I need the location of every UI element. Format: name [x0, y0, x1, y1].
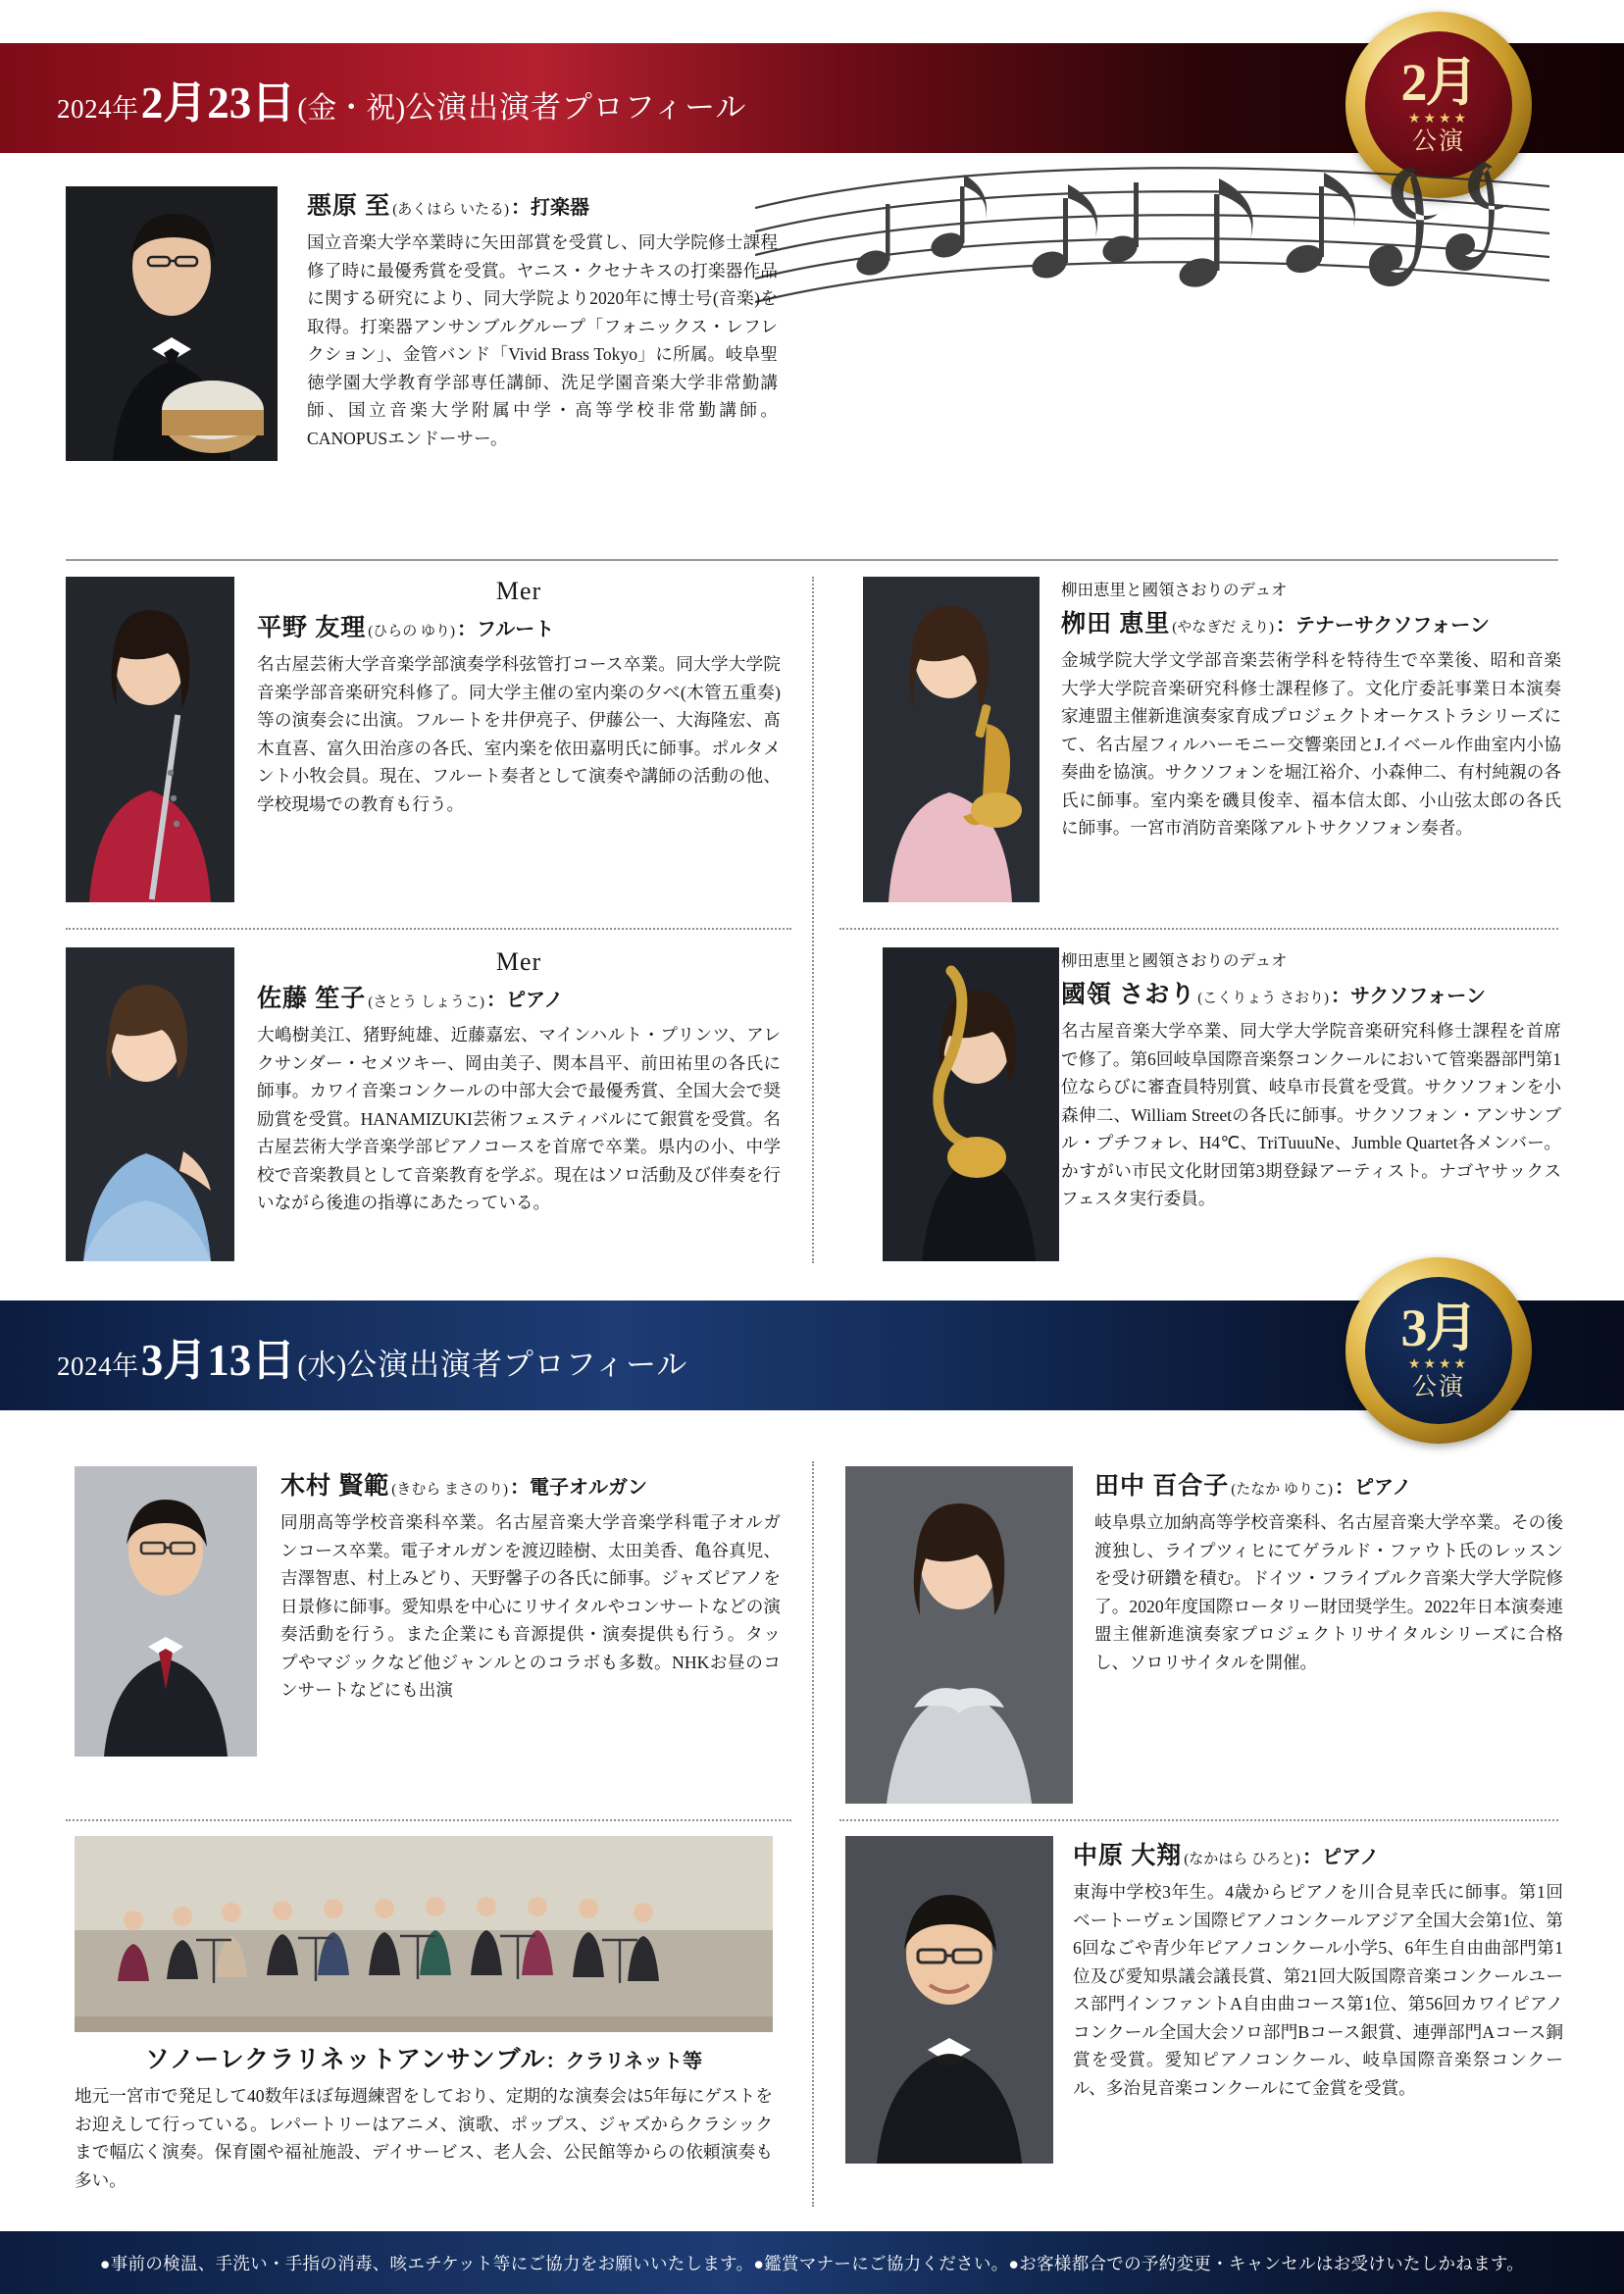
- performer-instrument: ：サクソフォーン: [1331, 986, 1486, 1007]
- performer-name: 栁田 恵里: [1061, 611, 1171, 637]
- profile-tanaka: [1094, 1466, 1563, 1676]
- performer-name: 平野 友理: [257, 615, 367, 641]
- march-year: 2024年: [57, 1351, 139, 1381]
- portrait-yanagida-illustration: [863, 577, 1040, 902]
- name-row-hirano: [257, 608, 781, 643]
- portrait-akuhara-illustration: [66, 186, 278, 461]
- performer-kana: (あくはら いたる): [392, 202, 510, 218]
- profile-sato: [257, 947, 781, 1217]
- performer-instrument: ：電子オルガン: [510, 1477, 648, 1499]
- february-date: 2月23日: [140, 77, 296, 127]
- divider-mar-dotted-right: [839, 1819, 1558, 1821]
- name-row-yanagida: [1061, 604, 1561, 639]
- profile-kimura: [280, 1466, 781, 1705]
- name-row-kimura: [280, 1466, 781, 1502]
- march-medallion-month: 3月: [1400, 1299, 1477, 1357]
- photo-tanaka: [845, 1466, 1073, 1804]
- portrait-nakahara-illustration: [845, 1836, 1053, 2164]
- name-row-nakahara: [1073, 1836, 1563, 1871]
- footer-notes-text: ●事前の検温、手洗い・手指の消毒、咳エチケット等にご協力をお願いいたします。●鑑賞マナーにご協力ください。●お客様都合での予約変更・キャンセルはお受けいたしかねます。: [99, 2253, 1525, 2273]
- march-header-tail: 公演出演者プロフィール: [346, 1347, 688, 1382]
- footer-notes-band: [0, 2231, 1624, 2294]
- name-row-tanaka: [1094, 1466, 1563, 1502]
- performer-name: ソノーレクラリネットアンサンブル: [144, 2047, 546, 2073]
- performer-instrument: ：クラリネット等: [545, 2051, 703, 2072]
- performer-name: 悪原 至: [307, 193, 391, 220]
- march-weekday: (水): [297, 1349, 347, 1382]
- performer-instrument: ：ピアノ: [1335, 1477, 1412, 1499]
- divider-mar-vertical: [812, 1461, 814, 2207]
- february-weekday: (金・祝): [297, 91, 406, 125]
- divider-feb-vertical: [812, 577, 814, 1263]
- photo-kimura: [75, 1466, 257, 1757]
- photo-kokuryo: [883, 947, 1059, 1261]
- performer-instrument: ：ピアノ: [486, 990, 564, 1011]
- group-name-mer-2: Mer: [495, 947, 542, 976]
- profile-nakahara: [1073, 1836, 1563, 2102]
- performer-name: 木村 賢範: [280, 1473, 390, 1500]
- group-name-mer-1: Mer: [495, 577, 542, 605]
- february-medallion-label: 公演: [1411, 128, 1465, 155]
- divider-mar-dotted-left: [66, 1819, 791, 1821]
- name-row-kokuryo: [1061, 975, 1561, 1010]
- divider-feb-dotted-right: [839, 928, 1558, 930]
- performer-bio: 東海中学校3年生。4歳からピアノを川合見幸氏に師事。第1回ベートーヴェン国際ピアノコンクールアジア全国大会第1位、第6回なごや青少年ピアノコンクール小学5、6年生自由曲部門第1位及び愛知県議会議長賞、第21回大阪国際音楽コンクールユース部門インファントA自由曲コース第1位、第56回カワイピアノコンクール全国大会ソロ部門Bコース銀賞、連弾部門Aコース銅賞を受賞。愛知ピアノコンクール、岐阜国際音楽祭コンクール、多治見音楽コンクールにて金賞を受賞。: [1073, 1882, 1563, 2098]
- performer-bio: 名古屋音楽大学卒業、同大学大学院音楽研究科修士課程を首席で修了。第6回岐阜国際音楽祭コンクールにおいて管楽器部門第1位ならびに審査員特別賞、岐阜市長賞を受賞。サクソフォンを小森伸二、William Streetの各氏に師事。サクソフォン・アンサンブル・プチフォレ、H4℃、TriTuuuNe、Jumble Quartet各メンバー。かすがい市民文化財団第3期登録アーティスト。ナゴヤサックスフェスタ実行委員。: [1061, 1021, 1561, 1208]
- profile-ensemble: [75, 2040, 773, 2194]
- duo-label-1: 柳田恵里と國領さおりのデュオ: [1061, 581, 1288, 599]
- performer-name: 田中 百合子: [1094, 1473, 1230, 1500]
- performer-kana: (たなか ゆりこ): [1231, 1482, 1334, 1498]
- name-row-ensemble: [75, 2040, 773, 2075]
- name-row-akuhara: [307, 186, 778, 222]
- march-medallion: [1345, 1257, 1532, 1444]
- february-year: 2024年: [57, 93, 139, 124]
- divider-feb-dotted-left: [66, 928, 791, 930]
- photo-yanagida: [863, 577, 1040, 902]
- performer-kana: (ひらの ゆり): [368, 624, 456, 639]
- profile-hirano: [257, 577, 781, 818]
- photo-ensemble: [75, 1836, 773, 2032]
- march-medallion-stars: ★★★★: [1407, 1357, 1470, 1372]
- performer-name: 佐藤 笙子: [257, 986, 367, 1012]
- february-medallion-month: 2月: [1400, 53, 1477, 112]
- profile-kokuryo: [1061, 947, 1561, 1213]
- performer-bio: 大嶋樹美江、猪野純雄、近藤嘉宏、マインハルト・プリンツ、アレクサンダー・セメツキー、岡由美子、関本昌平、前田祐里の各氏に師事。カワイ音楽コンクールの中部大会で最優秀賞、全国大会で奨励賞を受賞。HANAMIZUKI芸術フェスティバルにて銀賞を受賞。名古屋芸術大学音楽学部ピアノコースを首席で卒業。県内の小、中学校で音楽教員として音楽教育を学ぶ。現在はソロ活動及び伴奏を行いながら後進の指導にあたっている。: [257, 1025, 781, 1212]
- performer-instrument: ：フルート: [457, 619, 555, 640]
- portrait-tanaka-illustration: [845, 1466, 1073, 1804]
- profile-yanagida: [1061, 577, 1561, 842]
- performer-bio: 名古屋芸術大学音楽学部演奏学科弦管打コース卒業。同大学大学院音楽学部音楽研究科修了。同大学主催の室内楽の夕べ(木管五重奏)等の演奏会に出演。フルートを井伊亮子、伊藤公一、大海隆宏、髙木直喜、富久田治彦の各氏、室内楽を依田嘉明氏に師事。ポルタメント小牧会員。現在、フルート奏者として演奏や講師の活動の他、学校現場での教育も行う。: [257, 654, 781, 814]
- photo-akuhara: [66, 186, 278, 461]
- performer-kana: (きむら まさのり): [391, 1482, 509, 1498]
- divider-feb-1: [66, 559, 1558, 561]
- performer-kana: (さとう しょうこ): [368, 994, 485, 1010]
- duo-label-2: 柳田恵里と國領さおりのデュオ: [1061, 951, 1288, 970]
- photo-sato: [66, 947, 234, 1261]
- profile-akuhara: [307, 186, 778, 452]
- performer-kana: (やなぎだ えり): [1172, 620, 1275, 636]
- ensemble-photo-illustration: [75, 1836, 773, 2032]
- march-header-text: [0, 1324, 687, 1388]
- name-row-sato: [257, 979, 781, 1014]
- performer-bio: 同朋高等学校音楽科卒業。名古屋音楽大学音楽学科電子オルガンコース卒業。電子オルガンを渡辺睦樹、太田美香、亀谷真児、吉澤智恵、村上みどり、天野馨子の各氏に師事。ジャズピアノを日景修に師事。愛知県を中心にリサイタルやコンサートなどの演奏活動を行う。また企業にも音源提供・演奏提供も行う。タップやマジックなど他ジャンルとのコラボも多数。NHKお昼のコンサートなどにも出演: [280, 1512, 781, 1700]
- performer-name: 中原 大翔: [1073, 1843, 1183, 1869]
- performer-bio: 岐阜県立加納高等学校音楽科、名古屋音楽大学卒業。その後渡独し、ライプツィヒにてゲラルド・ファウト氏のレッスンを受け研鑽を積む。ドイツ・フライブルク音楽大学大学院修了。2020年度国際ロータリー財団奨学生。2022年日本演奏連盟主催新進演奏家プロジェクトリサイタルシリーズに合格し、ソロリサイタルを開催。: [1094, 1512, 1563, 1672]
- february-header-tail: 公演出演者プロフィール: [405, 89, 747, 125]
- performer-bio: 国立音楽大学卒業時に矢田部賞を受賞し、同大学院修士課程修了時に最優秀賞を受賞。ヤニス・クセナキスの打楽器作品に関する研究により、同大学院より2020年に博士号(音楽)を取得。打楽器アンサンブルグループ「フォニックス・レフレクション」、金管バンド「Vivid Brass Tokyo」に所属。岐阜聖徳学園大学教育学部専任講師、洗足学園音楽大学非常勤講師、国立音楽大学附属中学・高等学校非常勤講師。CANOPUSエンドーサー。: [307, 232, 778, 448]
- photo-hirano: [66, 577, 234, 902]
- music-staff-decoration: [755, 147, 1549, 392]
- performer-instrument: ：テナーサクソフォーン: [1276, 615, 1490, 637]
- portrait-hirano-illustration: [66, 577, 234, 902]
- performer-bio: 地元一宮市で発足して40数年ほぼ毎週練習をしており、定期的な演奏会は5年毎にゲストをお迎えして行っている。レパートリーはアニメ、演歌、ポップス、ジャズからクラシックまで幅広く演奏。保育園や福祉施設、デイサービス、老人会、公民館等からの依頼演奏も多い。: [75, 2086, 773, 2190]
- performer-kana: (なかはら ひろと): [1184, 1852, 1301, 1867]
- march-date: 3月13日: [140, 1335, 296, 1385]
- portrait-sato-illustration: [66, 947, 234, 1261]
- portrait-kimura-illustration: [75, 1466, 257, 1757]
- performer-name: 國領 さおり: [1061, 982, 1196, 1008]
- february-medallion-stars: ★★★★: [1407, 112, 1470, 127]
- photo-nakahara: [845, 1836, 1053, 2164]
- performer-instrument: ：ピアノ: [1302, 1847, 1380, 1868]
- portrait-kokuryo-illustration: [883, 947, 1059, 1261]
- performer-instrument: ：打楽器: [511, 197, 590, 219]
- performer-kana: (こくりょう さおり): [1197, 991, 1330, 1006]
- march-medallion-label: 公演: [1411, 1374, 1465, 1401]
- february-header-text: [0, 67, 746, 130]
- performer-bio: 金城学院大学文学部音楽芸術学科を特待生で卒業後、昭和音楽大学大学院音楽研究科修士課程修了。文化庁委託事業日本演奏家連盟主催新進演奏家育成プロジェクトオーケストラシリーズにて、名古屋フィルハーモニー交響楽団とJ.イベール作曲室内小協奏曲を協演。サクソフォンを堀江裕介、小森伸二、有村純親の各氏に師事。室内楽を磯貝俊幸、福本信太郎、小山弦太郎の各氏に師事。一宮市消防音楽隊アルトサクソフォン奏者。: [1061, 650, 1561, 838]
